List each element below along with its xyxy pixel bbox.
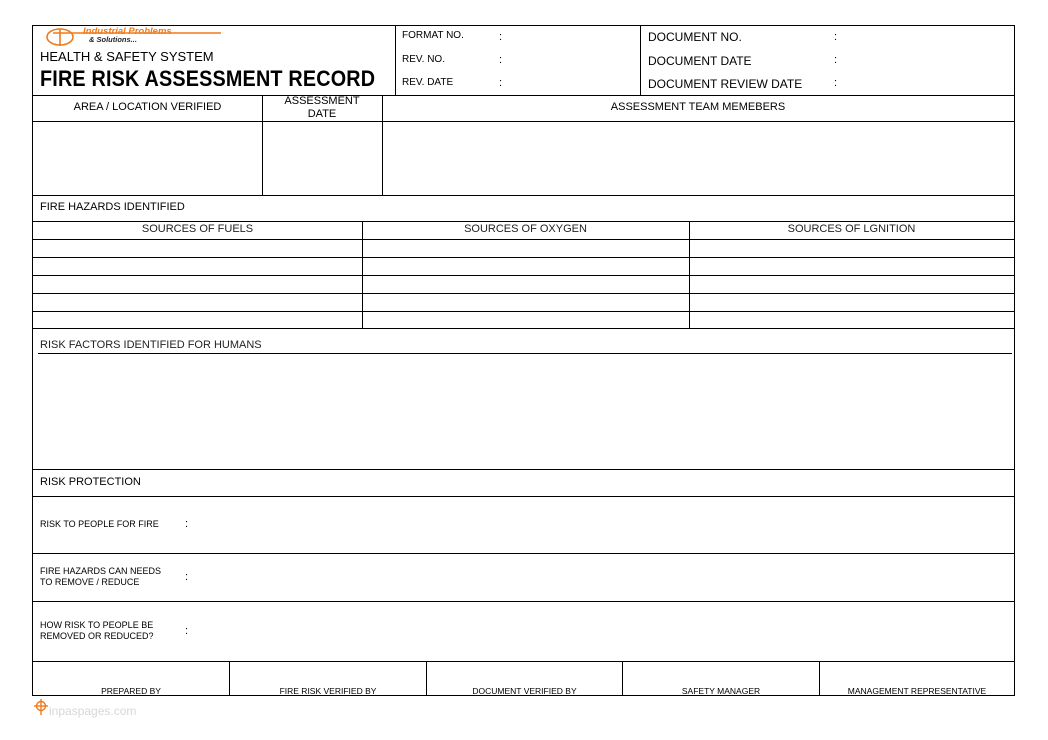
risk-reduction-label-line-2: REMOVED OR REDUCED? <box>40 631 154 641</box>
page-title: FIRE RISK ASSESSMENT RECORD <box>40 66 376 91</box>
hazards-removal-input[interactable] <box>198 554 1014 601</box>
document-verified-by-label: DOCUMENT VERIFIED BY <box>472 686 577 696</box>
sources-of-fuels-header: SOURCES OF FUELS <box>141 223 254 235</box>
rev-no-separator: : <box>499 54 503 66</box>
fuel-source-row[interactable] <box>33 312 362 328</box>
ignition-source-row[interactable] <box>690 294 1014 311</box>
fire-risk-verified-by-signature[interactable] <box>230 662 426 695</box>
fuel-source-row[interactable] <box>33 240 362 257</box>
divider <box>33 195 1014 196</box>
risk-reduction-input[interactable] <box>198 602 1014 661</box>
risk-protection-heading: RISK PROTECTION <box>40 476 141 488</box>
divider <box>33 469 1014 470</box>
oxygen-source-row[interactable] <box>363 258 689 275</box>
assessment-team-input[interactable] <box>383 122 1014 195</box>
format-no-label: FORMAT NO. <box>402 30 464 41</box>
assessment-date-header-line-2: DATE <box>307 108 337 120</box>
prepared-by-signature[interactable] <box>33 662 229 695</box>
document-verified-by-signature[interactable] <box>427 662 622 695</box>
format-no-separator: : <box>499 31 503 43</box>
ignition-source-row[interactable] <box>690 240 1014 257</box>
risk-to-people-input[interactable] <box>198 497 1014 553</box>
hazards-removal-label-line-2: TO REMOVE / REDUCE <box>40 577 140 587</box>
fire-risk-assessment-form <box>32 25 1015 696</box>
risk-factors-input[interactable] <box>33 354 1014 469</box>
prepared-by-label: PREPARED BY <box>101 686 161 696</box>
risk-reduction-label-line-1: HOW RISK TO PEOPLE BE <box>40 620 154 630</box>
assessment-team-header: ASSESSMENT TEAM MEMEBERS <box>610 101 786 113</box>
ignition-source-row[interactable] <box>690 276 1014 293</box>
logo-line-1: Industrial Problems <box>83 26 172 37</box>
rev-date-separator: : <box>499 77 503 89</box>
rev-no-label: REV. NO. <box>402 54 445 65</box>
crosshair-logo-icon <box>34 699 48 715</box>
divider <box>640 26 641 96</box>
system-name: HEALTH & SAFETY SYSTEM <box>40 49 214 64</box>
area-location-header: AREA / LOCATION VERIFIED <box>73 101 222 113</box>
fuel-source-row[interactable] <box>33 258 362 275</box>
hazards-removal-separator: : <box>185 571 189 583</box>
sources-of-oxygen-header: SOURCES OF OXYGEN <box>464 223 587 235</box>
logo-line-2: & Solutions... <box>89 35 137 44</box>
risk-reduction-separator: : <box>185 625 189 637</box>
assessment-date-input[interactable] <box>263 122 382 195</box>
fire-risk-verified-by-label: FIRE RISK VERIFIED BY <box>279 686 377 696</box>
divider <box>33 221 1014 222</box>
divider <box>33 328 1014 329</box>
document-no-separator: : <box>834 31 838 43</box>
area-location-input[interactable] <box>33 122 262 195</box>
document-review-date-separator: : <box>834 77 838 89</box>
management-representative-signature[interactable] <box>820 662 1014 695</box>
fuel-source-row[interactable] <box>33 276 362 293</box>
oxygen-source-row[interactable] <box>363 294 689 311</box>
fire-hazards-heading: FIRE HAZARDS IDENTIFIED <box>40 201 185 213</box>
risk-to-people-separator: : <box>185 518 189 530</box>
assessment-date-header-line-1: ASSESSMENT <box>284 95 360 107</box>
oxygen-source-row[interactable] <box>363 276 689 293</box>
divider <box>33 95 1014 96</box>
safety-manager-signature[interactable] <box>623 662 819 695</box>
document-review-date-label: DOCUMENT REVIEW DATE <box>648 77 803 91</box>
oxygen-source-row[interactable] <box>363 240 689 257</box>
risk-factors-heading: RISK FACTORS IDENTIFIED FOR HUMANS <box>40 339 262 351</box>
fuel-source-row[interactable] <box>33 294 362 311</box>
ignition-source-row[interactable] <box>690 312 1014 328</box>
document-date-label: DOCUMENT DATE <box>648 54 752 68</box>
document-no-label: DOCUMENT NO. <box>648 30 742 44</box>
risk-to-people-label: RISK TO PEOPLE FOR FIRE <box>40 519 159 529</box>
document-date-separator: : <box>834 54 838 66</box>
sources-of-ignition-header: SOURCES OF LGNITION <box>787 223 916 235</box>
divider <box>395 26 396 96</box>
rev-date-label: REV. DATE <box>402 77 454 88</box>
company-logo <box>39 27 223 47</box>
management-representative-label: MANAGEMENT REPRESENTATIVE <box>847 686 987 696</box>
hazards-removal-label-line-1: FIRE HAZARDS CAN NEEDS <box>40 566 162 576</box>
ignition-source-row[interactable] <box>690 258 1014 275</box>
oxygen-source-row[interactable] <box>363 312 689 328</box>
safety-manager-label: SAFETY MANAGER <box>681 686 761 696</box>
watermark-text: inpaspages.com <box>49 704 137 718</box>
